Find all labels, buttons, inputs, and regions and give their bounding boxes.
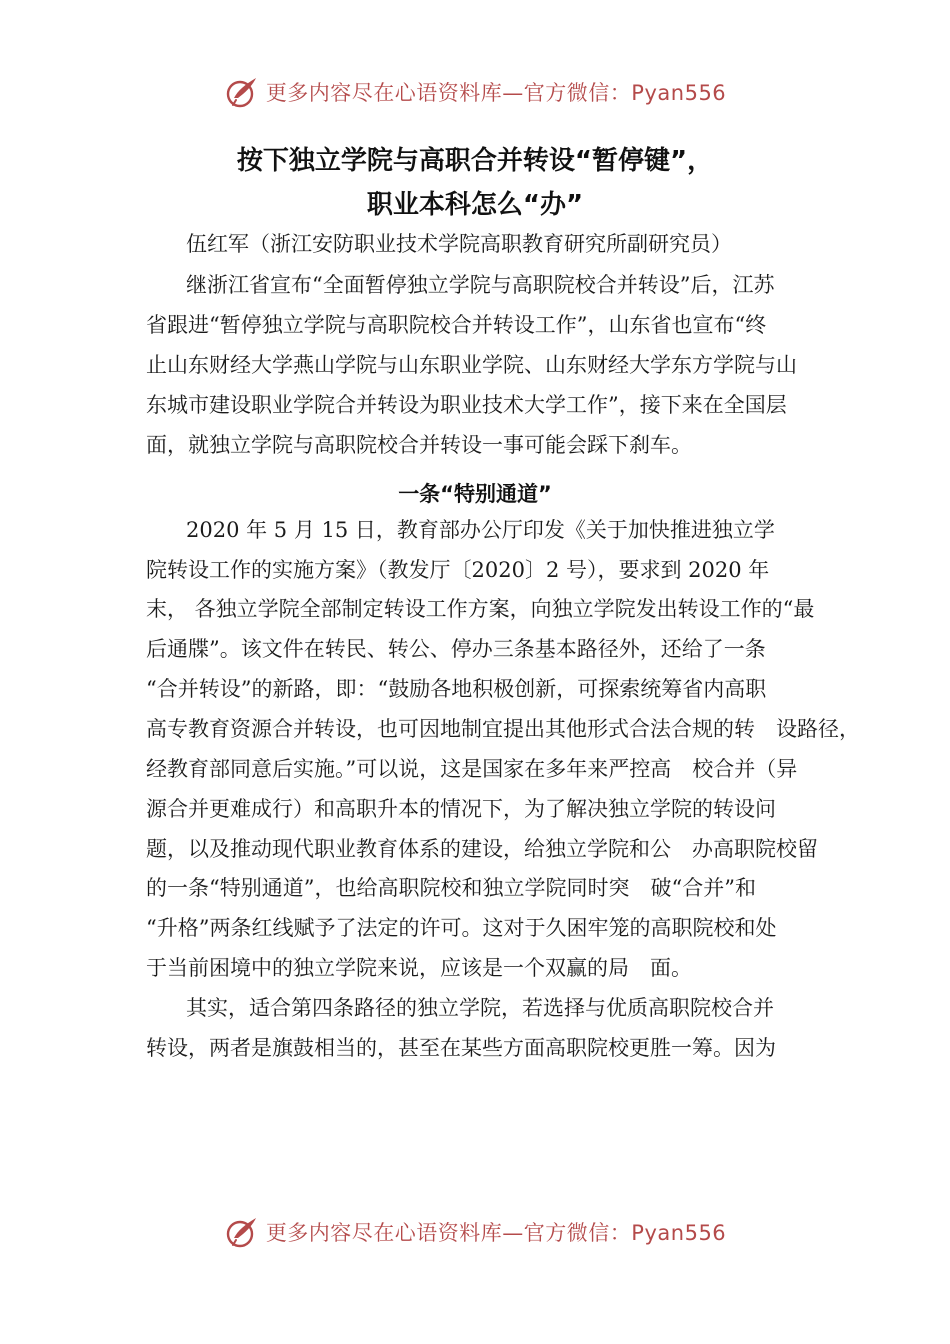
page-title-line-1: 按下独立学院与高职合并转设“暂停键”， bbox=[236, 146, 714, 176]
paragraph-line: 末， 各独立学院全部制定转设工作方案，向独立学院发出转设工作的“最 bbox=[146, 597, 815, 621]
paragraph-line: “升格”两条红线赋予了法定的许可。这对于久困牢笼的高职院校和处 bbox=[146, 916, 777, 940]
footer-banner bbox=[0, 1210, 950, 1254]
paragraph-line: 源合并更难成行）和高职升本的情况下，为了解决独立学院的转设问 bbox=[146, 797, 776, 821]
paragraph-line: 高专教育资源合并转设，也可因地制宜提出其他形式合法合规的转 设路径， bbox=[146, 717, 860, 741]
banner-content bbox=[224, 74, 726, 110]
paragraph-line: 2020 年 5 月 15 日，教育部办公厅印发《关于加快推进独立学 bbox=[186, 518, 775, 542]
paragraph-line: 经教育部同意后实施。”可以说，这是国家在多年来严控高 校合并（异 bbox=[146, 757, 798, 781]
paragraph-line: “合并转设”的新路，即：“鼓励各地积极创新，可探索统筹省内高职 bbox=[146, 677, 767, 701]
banner-text: 更多内容尽在心语资料库—官方微信：Pyan556 bbox=[265, 81, 727, 105]
banner-text: 更多内容尽在心语资料库—官方微信：Pyan556 bbox=[265, 1221, 727, 1245]
paragraph-line: 其实，适合第四条路径的独立学院，若选择与优质高职院校合并 bbox=[186, 996, 774, 1020]
header-banner bbox=[0, 70, 950, 114]
paragraph-line: 题，以及推动现代职业教育体系的建设，给独立学院和公 办高职院校留 bbox=[146, 837, 818, 861]
banner-content bbox=[224, 1214, 726, 1250]
paragraph-line: 省跟进“暂停独立学院与高职院校合并转设工作”，山东省也宣布“终 bbox=[146, 313, 767, 337]
author-line: 伍红军（浙江安防职业技术学院高职教育研究所副研究员） bbox=[186, 232, 732, 256]
paragraph-line: 面，就独立学院与高职院校合并转设一事可能会踩下刹车。 bbox=[146, 433, 692, 457]
paragraph-line: 东城市建设职业学院合并转设为职业技术大学工作”，接下来在全国层 bbox=[146, 393, 787, 417]
paragraph-line: 于当前困境中的独立学院来说，应该是一个双赢的局 面。 bbox=[146, 956, 692, 980]
paragraph-line: 的一条“特别通道”，也给高职院校和独立学院同时突 破“合并”和 bbox=[146, 876, 756, 900]
paragraph-line: 止山东财经大学燕山学院与山东职业学院、山东财经大学东方学院与山 bbox=[146, 353, 797, 377]
paragraph-line: 继浙江省宣布“全面暂停独立学院与高职院校合并转设”后，江苏 bbox=[186, 273, 775, 297]
quill-logo-icon bbox=[224, 74, 260, 110]
quill-logo-icon bbox=[224, 1214, 260, 1250]
paragraph-line: 后通牒”。该文件在转民、转公、停办三条基本路径外，还给了一条 bbox=[146, 637, 766, 661]
paragraph-line: 转设，两者是旗鼓相当的，甚至在某些方面高职院校更胜一筹。因为 bbox=[146, 1036, 776, 1060]
paragraph-line: 院转设工作的实施方案》（教发厅〔2020〕2 号），要求到 2020 年 bbox=[146, 558, 770, 582]
page-title-line-2: 职业本科怎么“办” bbox=[366, 190, 584, 220]
section-heading: 一条“特别通道” bbox=[398, 482, 552, 506]
